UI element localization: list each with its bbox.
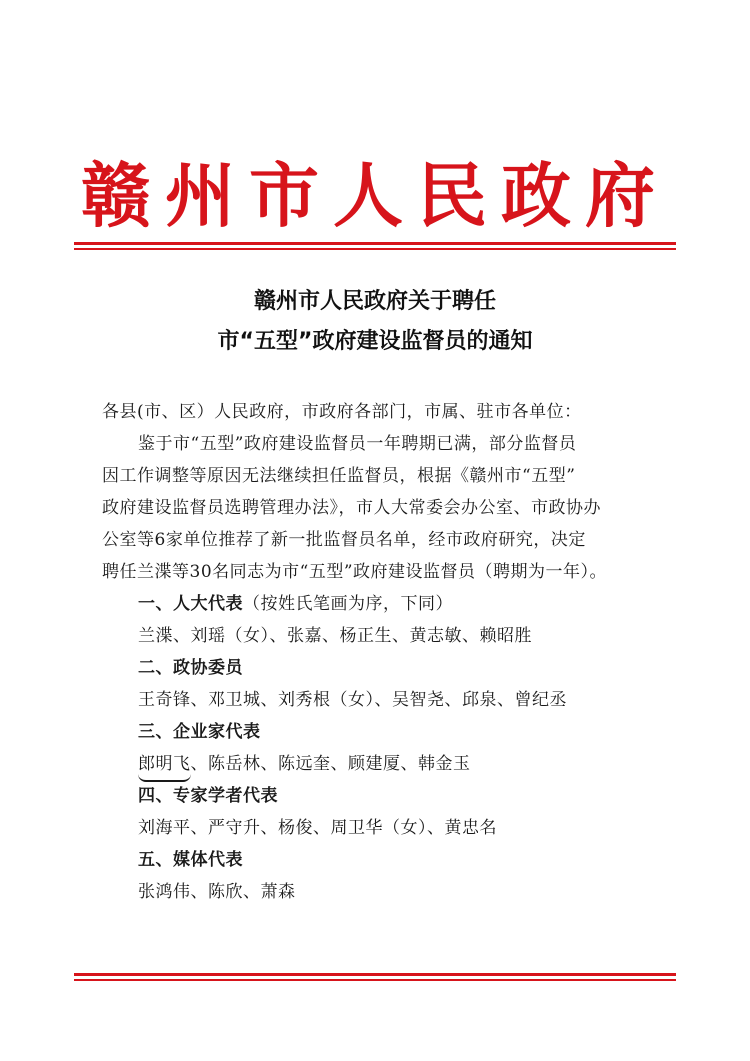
header-rule-thin <box>74 248 676 250</box>
names-rest: 、陈岳林、陈远奎、顾建厦、韩金玉 <box>190 754 471 774</box>
notice-title-line1: 赣州市人民政府关于聘任 <box>253 289 496 314</box>
section-heading <box>102 844 682 876</box>
notice-body <box>102 396 682 908</box>
section-heading-label: 四、专家学者代表 <box>138 786 278 806</box>
underlined-name: 郎明飞 <box>138 748 191 782</box>
section-note: （按姓氏笔画为序，下同） <box>243 594 453 614</box>
body-line: 因工作调整等原因无法继续担任监督员，根据《赣州市“五型” <box>102 466 576 486</box>
salutation: 各县(市、区）人民政府，市政府各部门，市属、驻市各单位： <box>102 402 582 422</box>
section-heading-label: 五、媒体代表 <box>138 850 243 870</box>
section-names: 兰渫、刘瑶（女）、张嘉、杨正生、黄志敏、赖昭胜 <box>138 626 532 646</box>
body-line: 政府建设监督员选聘管理办法》，市人大常委会办公室、市政协办 <box>102 498 601 518</box>
section-names: 张鸿伟、陈欣、萧森 <box>138 882 296 902</box>
section-heading <box>102 780 682 812</box>
section-heading-label: 二、政协委员 <box>138 658 243 678</box>
notice-title-line2: 市“五型”政府建设监督员的通知 <box>217 329 533 354</box>
section-heading-label: 一、人大代表 <box>138 594 243 614</box>
section-names <box>102 748 682 780</box>
masthead-title: 赣州市人民政府 <box>81 154 669 237</box>
section-names: 刘海平、严守升、杨俊、周卫华（女）、黄忠名 <box>138 818 497 838</box>
footer-rule-thin <box>74 979 676 981</box>
section-heading <box>102 652 682 684</box>
section-names: 王奇锋、邓卫城、刘秀根（女）、吴智尧、邱泉、曾纪丞 <box>138 690 567 710</box>
body-line: 公室等6家单位推荐了新一批监督员名单，经市政府研究，决定 <box>102 530 586 550</box>
body-line: 聘任兰渫等30名同志为市“五型”政府建设监督员（聘期为一年）。 <box>102 562 608 582</box>
header-rule-thick <box>74 242 676 245</box>
section-heading <box>102 588 682 620</box>
body-line: 鉴于市“五型”政府建设监督员一年聘期已满，部分监督员 <box>138 434 577 454</box>
footer-rule-thick <box>74 973 676 976</box>
section-heading-label: 三、企业家代表 <box>138 722 261 742</box>
section-heading <box>102 716 682 748</box>
